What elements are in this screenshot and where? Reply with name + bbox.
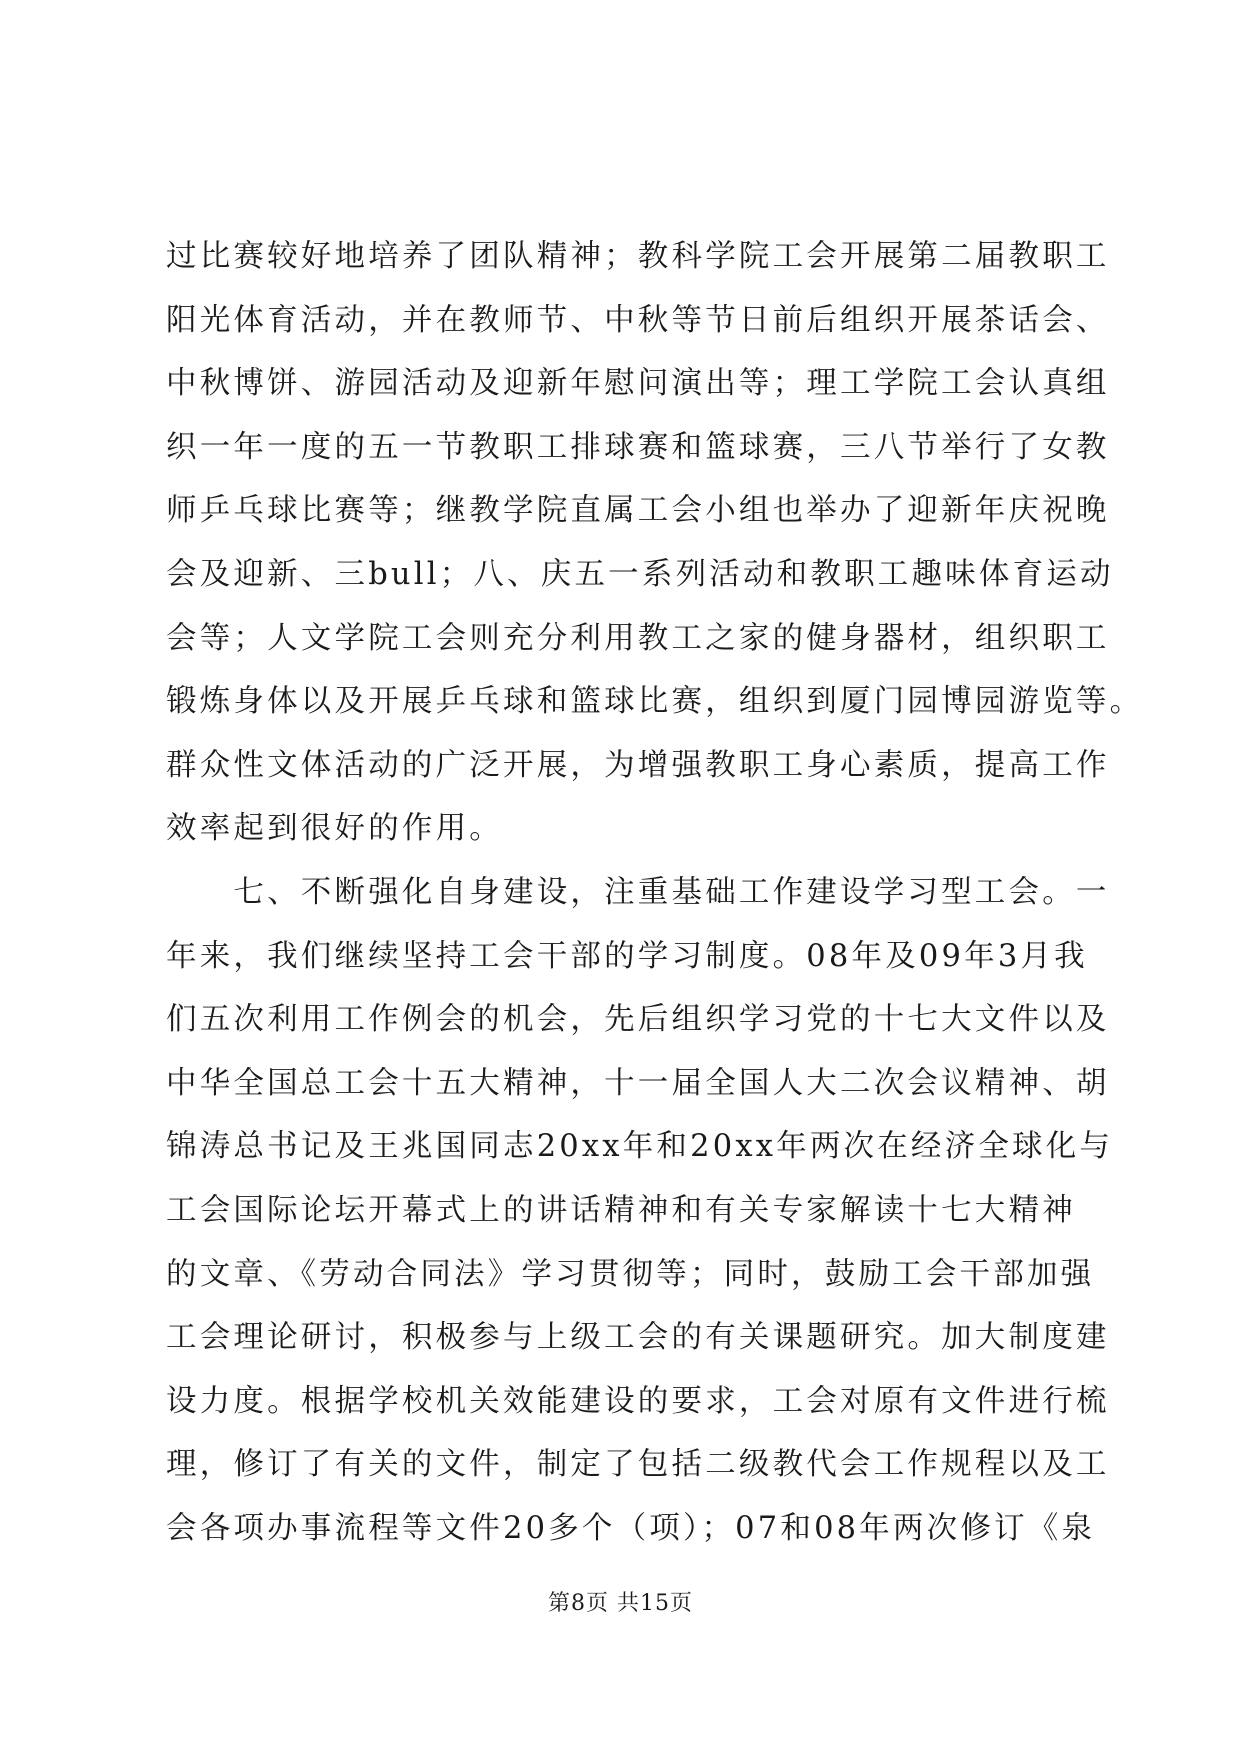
page-number-footer: 第8页 共15页 (548, 1591, 693, 1616)
text-line: 师乒乓球比赛等；继教学院直属工会小组也举办了迎新年庆祝晚 (166, 493, 1110, 529)
text-line: 工会理论研讨，积极参与上级工会的有关课题研究。加大制度建 (166, 1320, 1110, 1356)
text-line: 年来，我们继续坚持工会干部的学习制度。08年及09年3月我 (166, 938, 1088, 974)
text-line: 会等；人文学院工会则充分利用教工之家的健身器材，组织职工 (166, 620, 1110, 656)
text-line: 的文章、《劳动合同法》学习贯彻等；同时，鼓励工会干部加强 (166, 1256, 1095, 1292)
text-line: 锦涛总书记及王兆国同志20xx年和20xx年两次在经济全球化与 (166, 1129, 1114, 1165)
text-line: 阳光体育活动，并在教师节、中秋等节日前后组织开展茶话会、 (166, 302, 1110, 338)
text-line: 们五次利用工作例会的机会，先后组织学习党的十七大文件以及 (166, 1002, 1110, 1038)
text-line: 七、不断强化自身建设，注重基础工作建设学习型工会。一 (166, 874, 1110, 910)
text-line: 效率起到很好的作用。 (166, 811, 503, 847)
body-text (166, 225, 1144, 1560)
text-line: 设力度。根据学校机关效能建设的要求，工会对原有文件进行梳 (166, 1383, 1110, 1419)
text-line: 锻炼身体以及开展乒乓球和篮球比赛，组织到厦门园博园游览等。 (166, 684, 1144, 720)
text-line: 过比赛较好地培养了团队精神；教科学院工会开展第二届教职工 (166, 239, 1110, 274)
text-line: 工会国际论坛开幕式上的讲话精神和有关专家解读十七大精神 (166, 1192, 1076, 1228)
text-line: 群众性文体活动的广泛开展，为增强教职工身心素质，提高工作 (166, 747, 1110, 783)
text-line: 会各项办事流程等文件20多个（项）；07和08年两次修订《泉 (166, 1510, 1096, 1546)
text-line: 中华全国总工会十五大精神，十一届全国人大二次会议精神、胡 (166, 1065, 1110, 1101)
text-line: 会及迎新、三bull；八、庆五一系列活动和教职工趣味体育运动 (166, 556, 1114, 592)
text-line: 中秋博饼、游园活动及迎新年慰问演出等；理工学院工会认真组 (166, 366, 1110, 402)
text-line: 理，修订了有关的文件，制定了包括二级教代会工作规程以及工 (166, 1447, 1110, 1483)
text-line: 织一年一度的五一节教职工排球赛和篮球赛，三八节举行了女教 (166, 429, 1110, 465)
